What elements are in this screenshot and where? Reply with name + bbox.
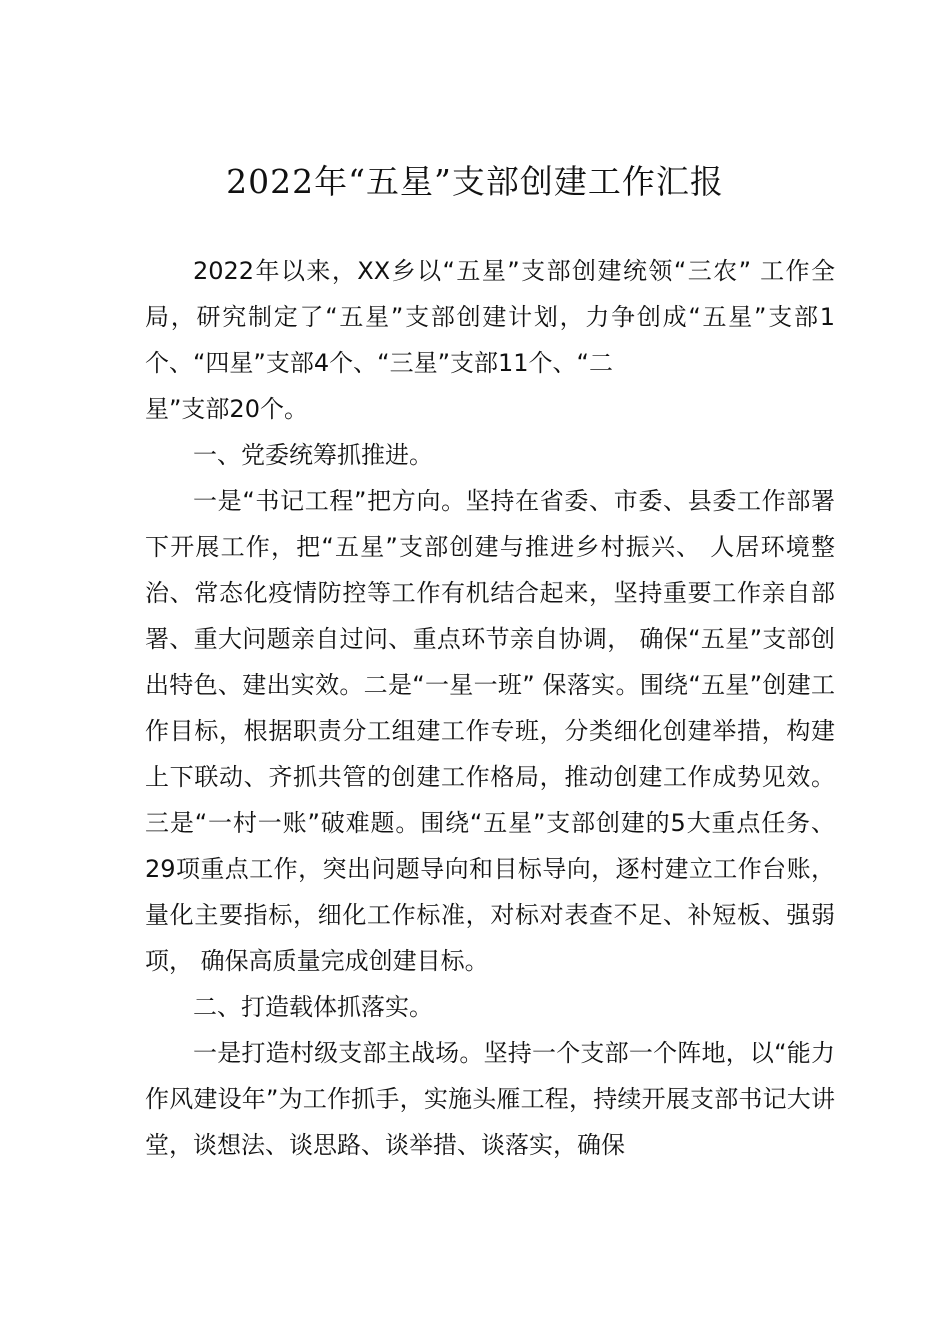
document-body <box>145 248 835 1168</box>
section-2-paragraph: 一是打造村级支部主战场。坚持一个支部一个阵地，以“能力作风建设年”为工作抓手，实施头雁工程，持续开展支部书记大讲堂，谈想法、谈思路、谈举措、谈落实，确保 <box>145 1039 835 1159</box>
section-1-heading: 一、党委统筹抓推进。 <box>193 441 433 469</box>
section-1-paragraph: 一是“书记工程”把方向。坚持在省委、市委、县委工作部署下开展工作，把“五星”支部创建与推进乡村振兴、 人居环境整治、常态化疫情防控等工作有机结合起来，坚持重要工作亲自部署、重大问题亲自过问、重点环节亲自协调， 确保“五星”支部创出特色、建出实效。二是“一星一班” 保落实。围绕“五星”创建工作目标，根据职责分工组建工作专班，分类细化创建举措，构建上下联动、齐抓共管的创建工作格局，推动创建工作成势见效。三是“一村一账”破难题。围绕“五星”支部创建的5大重点任务、29项重点工作，突出问题导向和目标导向，逐村建立工作台账，量化主要指标，细化工作标准，对标对表查不足、补短板、强弱项， 确保高质量完成创建目标。 <box>145 487 835 975</box>
section-2-heading: 二、打造载体抓落实。 <box>193 993 433 1021</box>
document-title: 2022年“五星”支部创建工作汇报 <box>226 162 724 201</box>
intro-paragraph-end: 星”支部20个。 <box>145 395 308 423</box>
intro-text-line-a: 2022年以来，XX乡以“五星”支部创建统领“三农” 工作全局，研究制定了“五星”支部创建计划，力争创成“五星”支部1个、“四星”支部4个、“三星”支部11个、“二 <box>145 257 835 377</box>
intro-paragraph <box>145 248 835 386</box>
